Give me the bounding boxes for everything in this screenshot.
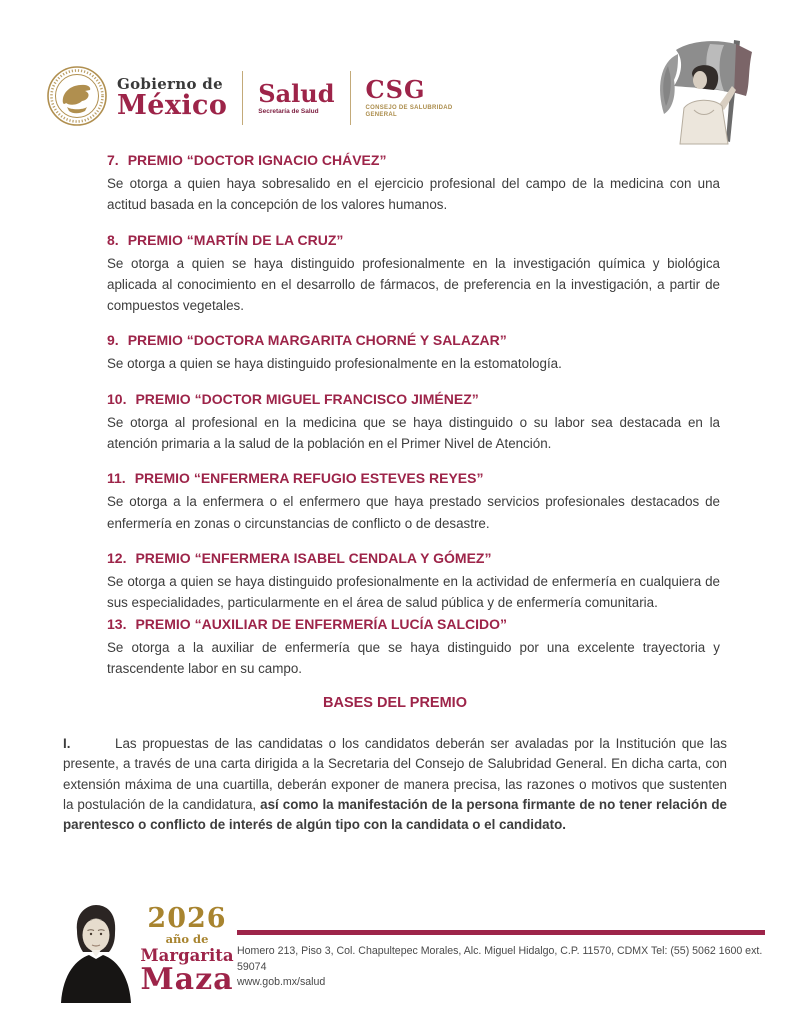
csg-subtitle (366, 105, 453, 119)
section-title-bases-del-premio: BASES DEL PREMIO (323, 695, 467, 712)
page-header (45, 42, 756, 154)
award-title (107, 230, 720, 251)
award-name: PREMIO “DOCTORA MARGARITA CHORNÉ Y SALAZAR” (127, 332, 507, 349)
award-name: PREMIO “AUXILIAR DE ENFERMERÍA LUCÍA SALCIDO” (135, 615, 507, 632)
award-title (107, 389, 720, 410)
woman-with-flag-illustration (648, 36, 756, 151)
award-item-13 (107, 614, 720, 680)
clause-paragraph (63, 734, 727, 835)
margarita-maza-2026-logo (55, 897, 237, 1008)
document-body (63, 150, 727, 849)
award-title (107, 330, 720, 351)
award-number: 7. (107, 152, 119, 168)
award-title (107, 548, 720, 569)
header-divider (350, 71, 351, 125)
award-name: PREMIO “MARTÍN DE LA CRUZ” (127, 231, 344, 248)
award-name: PREMIO “ENFERMERA ISABEL CENDALA Y GÓMEZ” (135, 549, 492, 566)
website-url: www.gob.mx/salud (237, 976, 326, 988)
award-item-11 (107, 468, 720, 534)
footer-accent-bar (237, 930, 765, 935)
award-item-8 (107, 230, 720, 317)
award-name: PREMIO “DOCTOR IGNACIO CHÁVEZ” (127, 152, 387, 168)
award-title (107, 614, 720, 635)
clause-bold-text: así como la manifestación de la persona firmante de no tener relación de parentesco o conflicto de interés de algún tipo con la candidata o el candidato. (63, 797, 727, 833)
name-maza: Maza (140, 962, 234, 997)
award-name: PREMIO “ENFERMERA REFUGIO ESTEVES REYES” (134, 470, 484, 487)
award-number: 9. (107, 332, 119, 349)
award-title (107, 468, 720, 489)
award-name: PREMIO “DOCTOR MIGUEL FRANCISCO JIMÉNEZ” (135, 390, 479, 407)
award-item-10 (107, 389, 720, 455)
award-number: 8. (107, 231, 119, 248)
award-item-7 (107, 150, 720, 216)
csg-subtitle-line2: GENERAL (365, 111, 397, 118)
footer-contact-block (237, 897, 765, 1008)
clause-marker: I. (63, 736, 71, 752)
award-description: Se otorga a quien se haya distinguido profesionalmente en la actividad de enfermería en cualquiera de sus especialidades, particularmente en el área de salud pública y de enfermería comunitaria. (107, 573, 720, 611)
salud-title: Salud (258, 78, 335, 108)
award-description: Se otorga a quien haya sobresalido en el ejercicio profesional del campo de la medicina con una actitud basada en la concepción de los valores humanos. (107, 176, 720, 213)
award-item-9 (107, 330, 720, 374)
award-number: 11. (107, 470, 126, 487)
award-item-12 (107, 548, 720, 614)
name-margarita: Margarita (140, 946, 234, 965)
gobierno-de-text: Gobierno de (117, 75, 223, 93)
award-number: 13. (107, 615, 127, 632)
award-description: Se otorga al profesional en la medicina que se haya distinguido o su labor sea destacada en la atención primaria a la salud de la población en el Primer Nivel de Atención. (107, 414, 720, 452)
header-divider (242, 71, 243, 125)
clause-text: Las propuestas de las candidatas o los candidatos deberán ser avaladas por la Institución que las presente, a través de una carta dirigida a la Secretaria del Consejo de Salubridad General. En dicha carta, con extensión máxima de una cuartilla, deberán exponer de manera precisa, las razones o motivos que sustenten la postulación de la candidatura, (63, 736, 727, 813)
csg-subtitle-line1: CONSEJO DE SALUBRIDAD (365, 104, 453, 111)
csg-logo (365, 74, 453, 119)
year-2026: 2026 (147, 903, 227, 934)
award-title (107, 150, 720, 171)
award-description: Se otorga a quien se haya distinguido profesionalmente en la investigación química y biológica aplicada al conocimiento en el desarrollo de fármacos, de preferencia en la investigación, a partir de compuestos vegetales. (107, 255, 720, 314)
csg-title: CSG (365, 74, 426, 104)
year-caption: año de (165, 932, 209, 946)
mexico-text: México (117, 90, 228, 121)
salud-logo (258, 78, 335, 115)
mexico-eagle-seal-icon (45, 64, 109, 133)
margarita-maza-portrait (55, 897, 137, 1008)
award-number: 10. (107, 390, 127, 407)
award-description: Se otorga a la enfermera o el enfermero que haya prestado servicios profesionales destacados de enfermería en zonas o circunstancias de conflicto o de desastre. (107, 494, 720, 531)
award-description: Se otorga a quien se haya distinguido profesionalmente en la estomatología. (107, 356, 562, 372)
footer-address (237, 944, 765, 991)
award-description: Se otorga a la auxiliar de enfermería que se haya distinguido por una excelente trayectoria y trascendente labor en su campo. (107, 639, 720, 676)
page-footer (55, 897, 765, 1008)
award-number: 12. (107, 549, 127, 566)
address-line: Homero 213, Piso 3, Col. Chapultepec Morales, Alc. Miguel Hidalgo, C.P. 11570, CDMX Tel: (55) 5062 1600 ext. 59074 (237, 945, 763, 973)
margarita-maza-wordmark (139, 897, 235, 1008)
salud-subtitle: Secretaría de Salud (258, 107, 319, 115)
gobierno-de-mexico-logo (117, 75, 227, 121)
